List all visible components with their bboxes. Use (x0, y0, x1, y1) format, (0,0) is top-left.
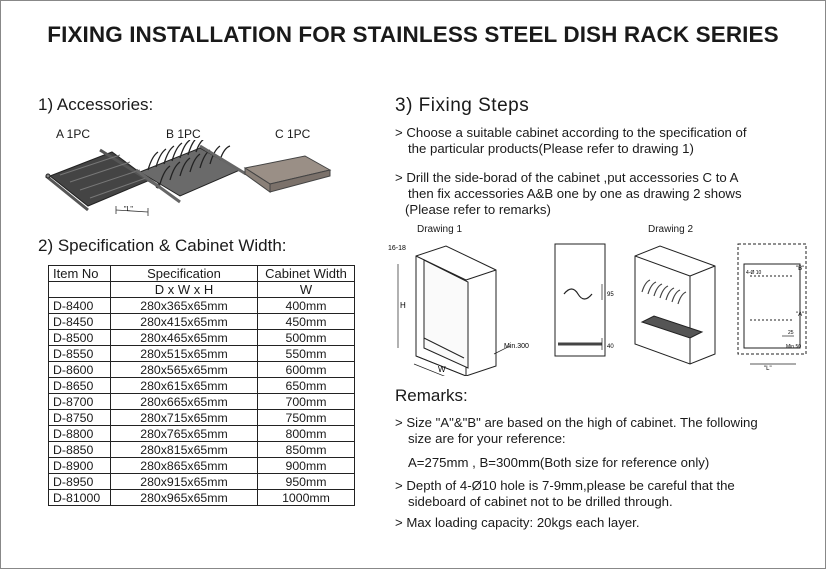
remarks-heading: Remarks: (395, 386, 468, 405)
hole-label: 4-Ø 10 (746, 270, 762, 276)
step2-line2: then fix accessories A&B one by one as drawing 2 shows (408, 186, 742, 201)
table-row (49, 298, 355, 314)
accessory-c-label: C 1PC (275, 127, 311, 141)
table-row (49, 474, 355, 490)
min300-label: Min.300 (504, 343, 529, 350)
specification-cell: 280x765x65mm (111, 426, 258, 442)
accessory-a-label: A 1PC (56, 127, 91, 141)
drawing1-label: Drawing 1 (417, 224, 463, 235)
drawing2-views (550, 236, 812, 376)
specification-cell: 280x965x65mm (111, 490, 258, 506)
table-row (49, 458, 355, 474)
remark2-line2: sideboard of cabinet not to be drilled through. (408, 494, 673, 509)
specification-cell: 280x515x65mm (111, 346, 258, 362)
table-row (49, 490, 355, 506)
specification-cell: 280x715x65mm (111, 410, 258, 426)
cabinet-width-cell: 1000mm (258, 490, 355, 506)
d25-label: 25 (788, 330, 794, 336)
subheader-width: W (258, 282, 355, 298)
drawing2-label: Drawing 2 (648, 224, 694, 235)
table-row (49, 330, 355, 346)
remark1-reference: A=275mm , B=300mm(Both size for reference only) (408, 455, 710, 470)
specification-cell: 280x615x65mm (111, 378, 258, 394)
item-no-cell: D-8400 (49, 298, 111, 314)
cabinet-width-cell: 500mm (258, 330, 355, 346)
cabinet-width-cell: 750mm (258, 410, 355, 426)
cabinet-width-cell: 650mm (258, 378, 355, 394)
table-row (49, 394, 355, 410)
step1-line2: the particular products(Please refer to drawing 1) (408, 141, 694, 156)
specification-cell: 280x415x65mm (111, 314, 258, 330)
table-row (49, 362, 355, 378)
item-no-cell: D-8550 (49, 346, 111, 362)
cabinet-width-cell: 800mm (258, 426, 355, 442)
item-no-cell: D-8700 (49, 394, 111, 410)
cabinet-width-cell: 900mm (258, 458, 355, 474)
specification-cell: 280x465x65mm (111, 330, 258, 346)
remark3: > Max loading capacity: 20kgs each layer. (395, 515, 640, 530)
d95-label: 95 (607, 292, 614, 298)
item-no-cell: D-8900 (49, 458, 111, 474)
accessory-a-tray (46, 150, 160, 216)
thickness-label: 16-18 (388, 245, 406, 252)
b-label: "B" (796, 266, 805, 272)
page-title: FIXING INSTALLATION FOR STAINLESS STEEL DISH RACK SERIES (47, 22, 779, 47)
specification-cell: 280x865x65mm (111, 458, 258, 474)
item-no-cell: D-8600 (49, 362, 111, 378)
table-row (49, 410, 355, 426)
table-row (49, 378, 355, 394)
specification-cell: 280x665x65mm (111, 394, 258, 410)
spec-heading: 2) Specification & Cabinet Width: (38, 236, 287, 255)
table-row (49, 426, 355, 442)
accessory-b-label: B 1PC (166, 127, 201, 141)
item-no-cell: D-8800 (49, 426, 111, 442)
item-no-cell: D-81000 (49, 490, 111, 506)
spec-table (48, 265, 355, 506)
d40-label: 40 (607, 344, 614, 350)
accessory-b-rack (136, 140, 246, 202)
cabinet-width-cell: 700mm (258, 394, 355, 410)
item-no-cell: D-8850 (49, 442, 111, 458)
drawing1-cabinet (386, 236, 536, 376)
accessory-c-bracket (245, 156, 330, 192)
step1-line1: > Choose a suitable cabinet according to the specification of (395, 125, 747, 140)
cabinet-width-cell: 850mm (258, 442, 355, 458)
l-label: "L" (764, 366, 772, 372)
step2-line1: > Drill the side-borad of the cabinet ,put accessories C to A (395, 170, 739, 185)
spec-subheader-row (49, 282, 355, 298)
subheader-dimensions: D x W x H (111, 282, 258, 298)
item-no-cell: D-8500 (49, 330, 111, 346)
specification-cell: 280x565x65mm (111, 362, 258, 378)
item-no-cell: D-8950 (49, 474, 111, 490)
remark2-line1: > Depth of 4-Ø10 hole is 7-9mm,please be careful that the (395, 478, 735, 493)
specification-cell: 280x365x65mm (111, 298, 258, 314)
table-row (49, 442, 355, 458)
accessories-illustration (40, 140, 340, 230)
w-label: W (438, 365, 446, 374)
accessories-heading: 1) Accessories: (38, 95, 154, 114)
cabinet-width-cell: 950mm (258, 474, 355, 490)
h-label: H (400, 301, 406, 310)
remark1-line2: size are for your reference: (408, 431, 566, 446)
item-no-cell: D-8450 (49, 314, 111, 330)
min50-label: Min.50 (786, 344, 802, 350)
fixing-heading: 3) Fixing Steps (395, 95, 530, 116)
item-no-cell: D-8750 (49, 410, 111, 426)
cabinet-width-cell: 550mm (258, 346, 355, 362)
spec-header-row (49, 266, 355, 282)
header-item-no: Item No (49, 266, 111, 282)
specification-cell: 280x815x65mm (111, 442, 258, 458)
table-row (49, 346, 355, 362)
a-label: "A" (796, 312, 805, 318)
cabinet-width-cell: 600mm (258, 362, 355, 378)
specification-cell: 280x915x65mm (111, 474, 258, 490)
dim-l-label: "L" (124, 206, 133, 213)
cabinet-width-cell: 450mm (258, 314, 355, 330)
remark1-line1: > Size "A"&"B" are based on the high of cabinet. The following (395, 415, 758, 430)
header-specification: Specification (111, 266, 258, 282)
subheader-item-no (49, 282, 111, 298)
header-cabinet-width: Cabinet Width (258, 266, 355, 282)
step2-line3: (Please refer to remarks) (405, 202, 551, 217)
table-row (49, 314, 355, 330)
item-no-cell: D-8650 (49, 378, 111, 394)
cabinet-width-cell: 400mm (258, 298, 355, 314)
